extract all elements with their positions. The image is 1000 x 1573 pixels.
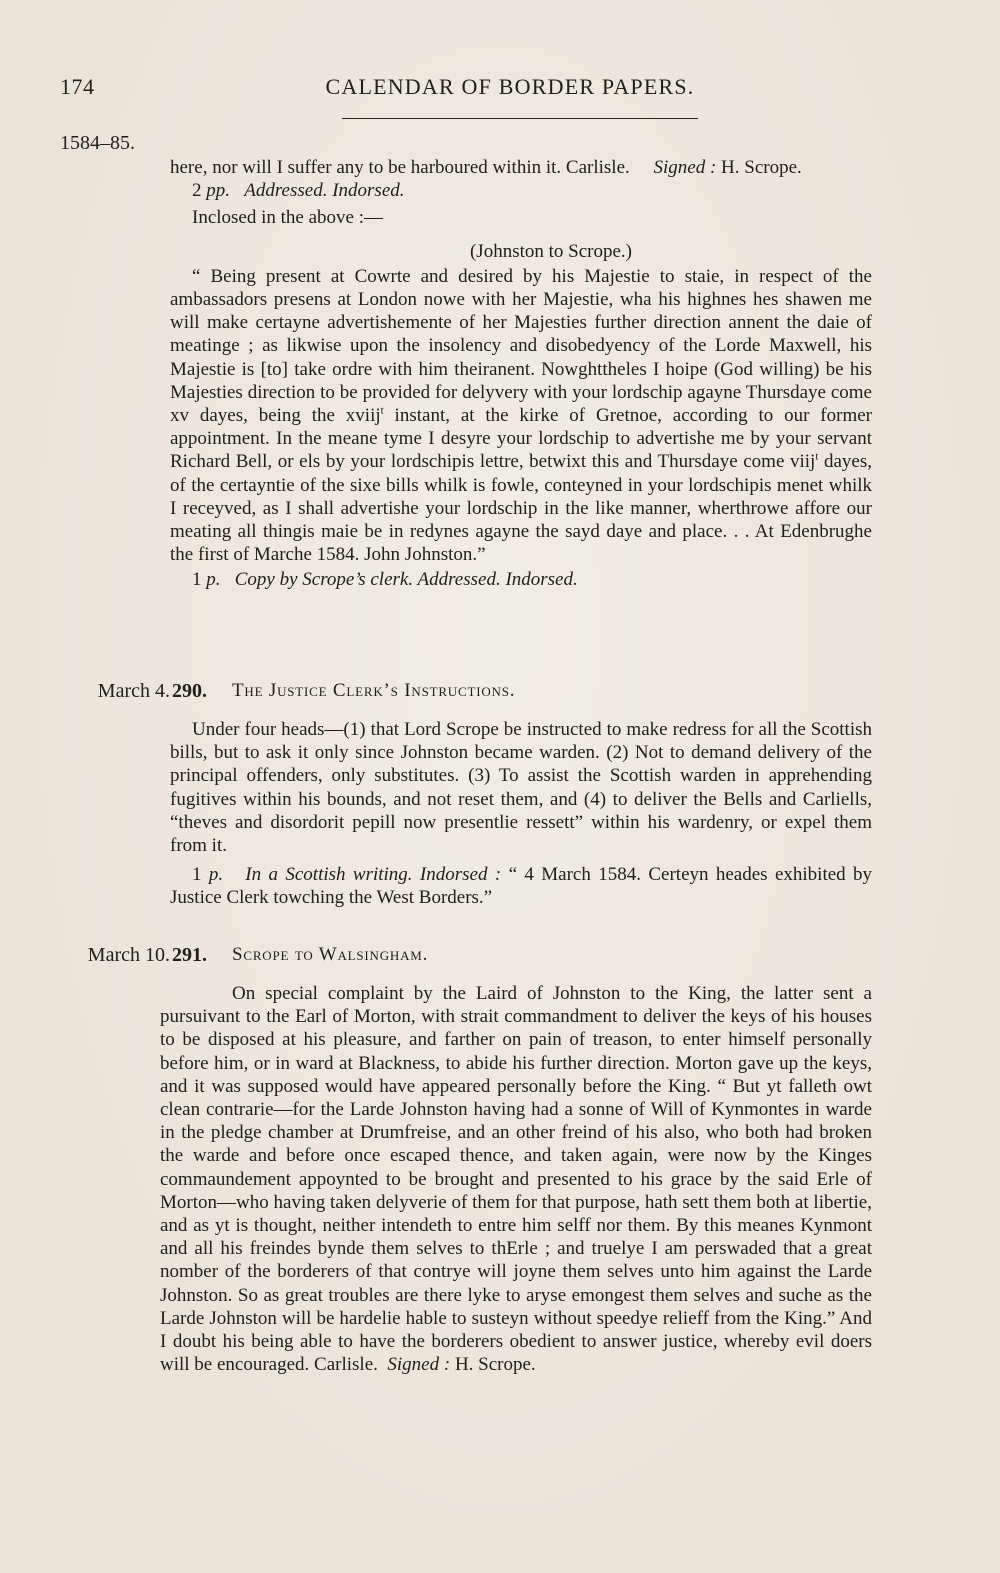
entry-291-number: 291. [172, 944, 207, 966]
entry-291-paragraph: On special complaint by the Laird of Johnston to the King, the latter sent a pursuivant to the Earl of Morton, with strait commandment to deliver the keys of his houses to be disposed at his pleasure, and farther on pain of treason, to enter himself personally before him, or in ward at Blackness, to abide his further direction. Morton gave up the keys, and it was supposed would have appeared personally before the King. “ But yt falleth owt clean contrarie—for the Larde Johnston having had a sonne of Will of Kynmontes in warde in the pledge chamber at Drumfreise, and an other freind of his also, who both had broken the warde and before once escaped thence, and taken again, were now by the Kinges commaundement appoynted to be brought and presented to his grace by the said Erle of Morton—who having taken delyverie of them for that purpose, hath sett them both at libertie, and as yt is thought, neither intendeth to entre him selff nor them. By this meanes Kynmont and all his freindes bynde them selves to thErle ; and truelye I am perswaded that a great nomber of the borderers of that contrye will joyne them selves unto him against the Larde Johnston. So as great troubles are there lyke to aryse emongest them selves and suche as the Larde Johnston will be hardelie hable to susteyn without speedye relieff from the King.” And I doubt his being able to have the borderers obedient to answer justice, whereby evil doers will be encouraged. Carlisle. Signed : H. Scrope. [160, 983, 872, 1376]
continuation-block [170, 156, 872, 592]
copy-note: 1 p. Copy by Scrope’s clerk. Addressed. Indorsed. [192, 569, 578, 591]
page-number: 174 [60, 74, 95, 99]
enclosure-quote: “ Being present at Cowrte and desired by his Majestie to staie, in respect of the ambassadors presens at London nowe with her Majestie, wha his highnes hes shawen me will make certayne advertishemente of her Majesties further direction annent the daie of meatinge ; as likwise upon the insolency and disobedyency of the Lorde Maxwell, his Majestie is [to] take ordre with him theiranent. Nowghttheles I hoipe (God willing) be his Majesties direction to be provided for delyvery with your lordschip agayne Thursdaye come xv dayes, being the xviij$^t$ instant, at the kirke of Gretnoe, according to our former appointment. In the meane tyme I desyre your lordschip to advertishe me by your servant Richard Bell, or els by your lordschipis lettre, betwixt this and Thursdaye come viij$^t$ dayes, of the certayntie of the sixe bills whilk is fowle, conteyned in your lordschipis menet whilk I receyved, as I shall advertishe your lordschip in the like manner, wherthrowe affore our meating all thingis maie be in redynes agayne the sayd daye and place. . . At Edenbrughe the first of Marche 1584. John Johnston.” [170, 265, 872, 566]
signed-label: Signed : [387, 1354, 451, 1376]
running-title: CALENDAR OF BORDER PAPERS. [325, 74, 695, 99]
page-note: 2 pp. Addressed. Indorsed. [192, 180, 405, 202]
entry-291-title: Scrope to Walsingham. [232, 944, 429, 965]
entry-290-heading [60, 680, 872, 706]
signature: H. Scrope. [721, 157, 802, 178]
entry-291-body [160, 982, 872, 1376]
signed-label: Signed : [653, 157, 717, 178]
signature: H. Scrope. [454, 1354, 536, 1376]
page-header [60, 74, 940, 114]
entry-290-date: March 4. [97, 680, 170, 702]
entry-291-heading [60, 944, 872, 970]
header-rule [342, 118, 698, 119]
entry-291-date: March 10. [87, 944, 170, 966]
entry-290-title: The Justice Clerk’s Instructions. [232, 680, 516, 701]
entry-290-body [170, 718, 872, 910]
year-margin-label: 1584–85. [60, 132, 135, 154]
entry-290-paragraph: Under four heads—(1) that Lord Scrope be instructed to make redress for all the Scottish bills, but to ask it only since Johnston became warden. (2) Not to demand delivery of the principal offenders, only substitutes. (3) To assist the Scottish warden in apprehending fugitives within his bounds, and not reset them, and (4) to deliver the Bells and Carliells, “theves and disordorit pepill now presentlie ressett” within his wardenry, or expel them from it. [170, 719, 872, 857]
inclosed-note: Inclosed in the above :— [192, 207, 384, 229]
entry-290-note: 1 p. In a Scottish writing. Indorsed : “ 4 March 1584. Certeyn heades exhibited by Justice Clerk towching the West Borders.” [170, 864, 873, 909]
entry-290-number: 290. [172, 680, 207, 702]
continuation-paragraph: here, nor will I suffer any to be harboured within it. Carlisle. Signed : H. Scrope. [170, 157, 802, 178]
enclosure-title: (Johnston to Scrope.) [469, 240, 632, 262]
